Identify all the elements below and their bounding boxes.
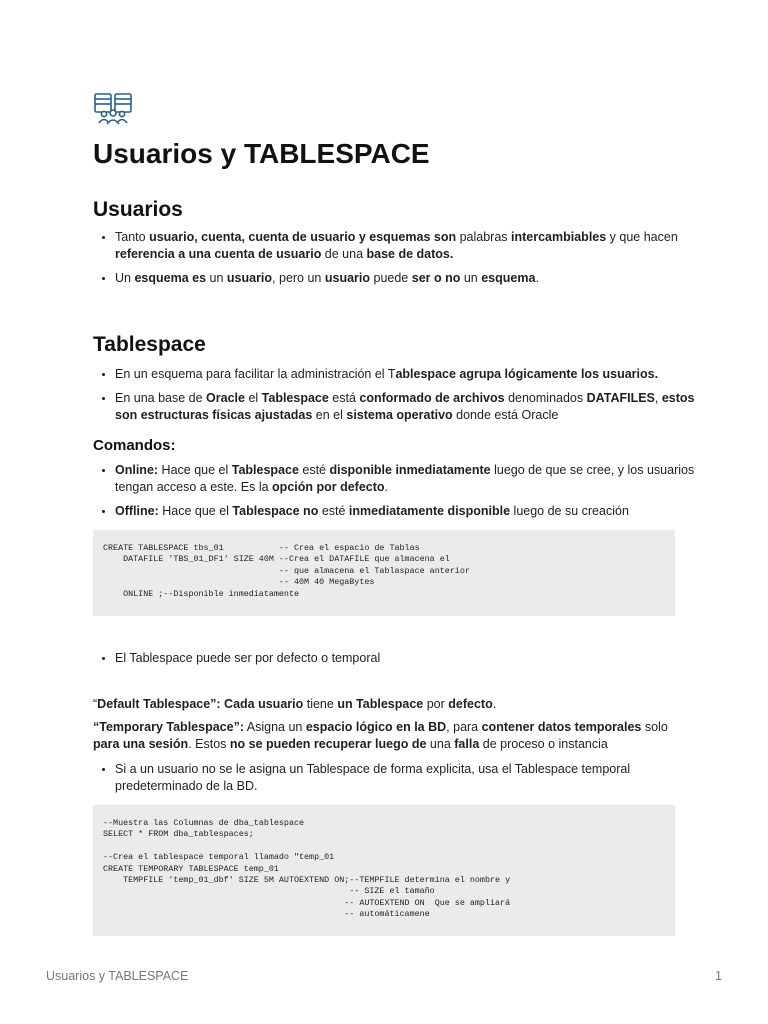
bold-text: Tablespace no bbox=[232, 504, 319, 518]
text-run: de una bbox=[321, 247, 367, 261]
bold-text: estos son estructuras físicas ajustadas bbox=[115, 391, 695, 422]
bold-text: usuario bbox=[324, 271, 371, 285]
text-run: En un esquema para facilitar la administración el T bbox=[115, 367, 396, 381]
text-run: puede bbox=[370, 271, 412, 285]
text-run: , para bbox=[446, 720, 482, 734]
bold-text: esquema bbox=[481, 271, 536, 285]
text-run: donde está Oracle bbox=[452, 408, 559, 422]
text-run: el bbox=[244, 391, 262, 405]
text-run: una bbox=[426, 737, 455, 751]
bold-text: DATAFILES bbox=[586, 391, 655, 405]
bold-text: Oracle bbox=[206, 391, 245, 405]
text-run: . bbox=[384, 480, 389, 494]
bold-text: ablespace agrupa lógicamente los usuarios. bbox=[395, 367, 659, 381]
usuarios-list bbox=[93, 229, 705, 294]
bold-text: opción por defecto bbox=[272, 480, 385, 494]
text-run: esté bbox=[318, 504, 349, 518]
text-run: un bbox=[460, 271, 482, 285]
bold-text: inmediatamente disponible bbox=[348, 504, 511, 518]
list-item bbox=[115, 270, 705, 287]
bold-text: intercambiables bbox=[511, 230, 607, 244]
text-run: Asigna un bbox=[243, 720, 306, 734]
text-run: Hace que el bbox=[158, 463, 232, 477]
bold-text: defecto bbox=[448, 697, 493, 711]
text-run: Si a un usuario no se le asigna un Tablespace de forma explicita, usa el Tablespace temporal predeterminado de la BD. bbox=[115, 762, 631, 793]
bold-text: sistema operativo bbox=[346, 408, 453, 422]
bold-text: usuario, cuenta, cuenta de usuario y esquemas son bbox=[149, 230, 457, 244]
text-run: y que hacen bbox=[606, 230, 678, 244]
section-heading-comandos: Comandos: bbox=[93, 437, 176, 454]
text-run: . Estos bbox=[188, 737, 230, 751]
bold-text: Offline: bbox=[115, 504, 159, 518]
text-run: denominados bbox=[504, 391, 587, 405]
bold-text: falla bbox=[454, 737, 480, 751]
text-run: El Tablespace puede ser por defecto o temporal bbox=[115, 651, 381, 665]
page-number: 1 bbox=[715, 969, 722, 983]
text-run: por bbox=[423, 697, 449, 711]
text-run: de proceso o instancia bbox=[479, 737, 608, 751]
text-run: . bbox=[492, 697, 497, 711]
footer-title: Usuarios y TABLESPACE bbox=[46, 969, 189, 983]
bold-text: espacio lógico en la BD bbox=[305, 720, 447, 734]
text-run: Un bbox=[115, 271, 135, 285]
default-list bbox=[93, 650, 705, 674]
text-run: luego de su creación bbox=[510, 504, 629, 518]
list-item bbox=[115, 229, 705, 263]
text-run: , bbox=[654, 391, 662, 405]
tablespace-list bbox=[93, 366, 705, 431]
bold-text: esquema es bbox=[134, 271, 207, 285]
paragraph-default-tablespace bbox=[93, 696, 673, 713]
text-run: En una base de bbox=[115, 391, 207, 405]
temporary-list bbox=[93, 761, 705, 802]
paragraph-temporary-tablespace bbox=[93, 719, 673, 753]
text-run: un bbox=[206, 271, 227, 285]
bold-text: ser o no bbox=[411, 271, 461, 285]
list-item bbox=[115, 462, 705, 496]
bold-text: disponible inmediatamente bbox=[329, 463, 491, 477]
bold-text: base de datos. bbox=[366, 247, 454, 261]
bold-text: Tablespace bbox=[261, 391, 329, 405]
text-run: solo bbox=[641, 720, 668, 734]
code-block-temporary-tablespace: --Muestra las Columnas de dba_tablespace SELECT * FROM dba_tablespaces; --Crea el tablespace temporal llamado "temp_01 CREATE TEMPORARY TABLESPACE temp_01 TEMPFILE 'temp_01_dbf' SIZE 5M AUTOEXTEND ON;--TEMPFILE determina el nombre y -- SIZE el tamaño -- AUTOEXTEND ON Que se ampliará -- automáticamene bbox=[93, 805, 675, 936]
text-run: tiene bbox=[303, 697, 338, 711]
bold-text: Tablespace bbox=[231, 463, 299, 477]
section-heading-tablespace: Tablespace bbox=[93, 333, 206, 356]
bold-text: no se pueden recuperar luego de bbox=[229, 737, 427, 751]
bold-text: un Tablespace bbox=[337, 697, 424, 711]
list-item bbox=[115, 650, 705, 667]
bold-text: referencia a una cuenta de usuario bbox=[115, 247, 322, 261]
bold-text: usuario bbox=[226, 271, 273, 285]
code-block-create-tablespace: CREATE TABLESPACE tbs_01 -- Crea el espacio de Tablas DATAFILE 'TBS_01_DF1' SIZE 40M --Crea el DATAFILE que almacena el -- que almacena el Tablaspace anterior -- 40M 40 MegaBytes ONLINE ;--Disponible inmediatamente bbox=[93, 530, 675, 616]
text-run: en el bbox=[312, 408, 347, 422]
text-run: palabras bbox=[456, 230, 512, 244]
bold-text: Online: bbox=[115, 463, 159, 477]
text-run: está bbox=[328, 391, 360, 405]
section-heading-usuarios: Usuarios bbox=[93, 198, 183, 221]
database-users-icon bbox=[93, 92, 135, 126]
text-run: luego de que se cree, y los usuarios tengan acceso a este. Es la bbox=[115, 463, 695, 494]
comandos-list bbox=[93, 462, 705, 527]
text-run: “ bbox=[93, 697, 98, 711]
text-run: Tanto bbox=[115, 230, 150, 244]
list-item bbox=[115, 390, 705, 424]
bold-text: para una sesión bbox=[93, 737, 189, 751]
bold-text: Default Tablespace”: Cada usuario bbox=[97, 697, 304, 711]
text-run: esté bbox=[298, 463, 330, 477]
bold-text: “Temporary Tablespace”: bbox=[93, 720, 244, 734]
list-item bbox=[115, 366, 705, 383]
list-item bbox=[115, 761, 705, 795]
bold-text: conformado de archivos bbox=[359, 391, 505, 405]
list-item bbox=[115, 503, 705, 520]
bold-text: contener datos temporales bbox=[481, 720, 642, 734]
text-run: , pero un bbox=[272, 271, 325, 285]
page-title: Usuarios y TABLESPACE bbox=[93, 138, 430, 169]
text-run: . bbox=[535, 271, 539, 285]
text-run: Hace que el bbox=[158, 504, 233, 518]
